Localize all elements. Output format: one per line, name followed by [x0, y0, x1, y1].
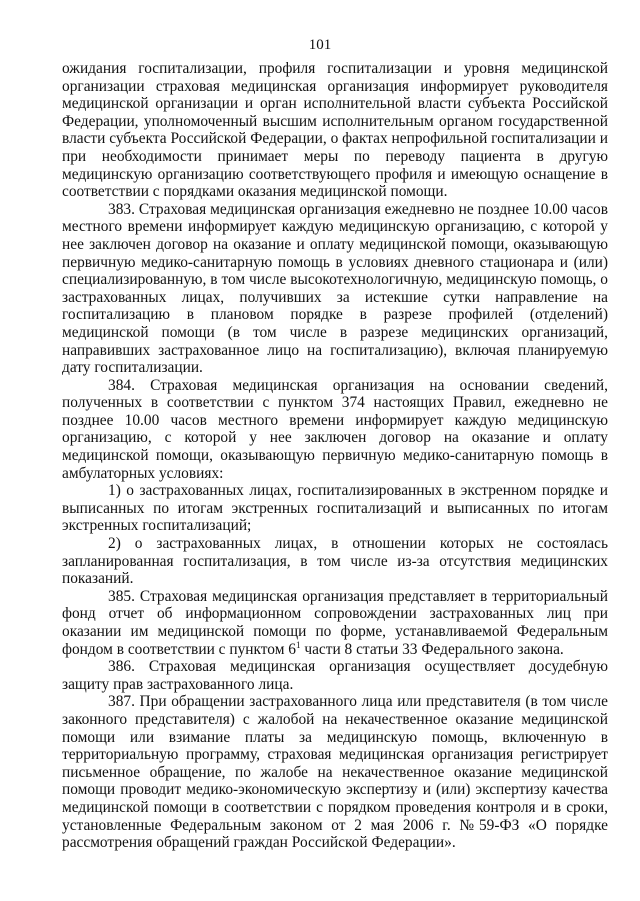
paragraph-continuation: ожидания госпитализации, профиля госпитализации и уровня медицинской организации страховая медицинская организация информирует руководителя медицинской организации и орган исполнительной власти субъекта Российской Федерации, уполномоченный высшим исполнительным органом государственной власти субъекта Российской Федерации, о фактах непрофильной госпитализации и при необходимости принимает меры по переводу пациента в другую медицинскую организацию соответствующего профиля и имеющую оснащение в соответствии с порядками оказания медицинской помощи.	[62, 60, 608, 201]
paragraph-386: 386. Страховая медицинская организация осуществляет досудебную защиту прав застрахованного лица.	[62, 658, 608, 693]
paragraph-385-text-after: части 8 статьи 33 Федерального закона.	[300, 640, 564, 658]
page-number: 101	[308, 37, 332, 53]
paragraph-385-superscript: 1	[295, 639, 301, 650]
paragraph-384-item-2: 2) о застрахованных лицах, в отношении которых не состоялась запланированная госпитализация, в том числе из-за отсутствия медицинских показаний.	[62, 535, 608, 588]
paragraph-384-item-1: 1) о застрахованных лицах, госпитализированных в экстренном порядке и выписанных по итогам экстренных госпитализаций и выписанных по итогам экстренных госпитализаций;	[62, 482, 608, 535]
paragraph-384: 384. Страховая медицинская организация на основании сведений, полученных в соответствии с пунктом 374 настоящих Правил, ежедневно не позднее 10.00 часов местного времени информирует каждую медицинскую организацию, с которой у нее заключен договор на оказание и оплату медицинской помощи, оказывающую первичную медико-санитарную помощь в амбулаторных условиях:	[62, 376, 608, 482]
document-body	[62, 60, 608, 852]
paragraph-385-text-before: 385. Страховая медицинская организация представляет в территориальный фонд отчет об информационном сопровождении застрахованных лиц при оказании им медицинской помощи по форме, устанавливаемой Федеральным фондом в соответствии с пунктом 6	[62, 587, 608, 658]
paragraph-385	[62, 588, 608, 658]
paragraph-383: 383. Страховая медицинская организация ежедневно не позднее 10.00 часов местного времени информирует каждую медицинскую организацию, с которой у нее заключен договор на оказание и оплату медицинской помощи, оказывающую первичную медико-санитарную помощь в условиях дневного стационара и (или) специализированную, в том числе высокотехнологичную, медицинскую помощь, о застрахованных лицах, получивших за истекшие сутки направление на госпитализацию в плановом порядке в разрезе профилей (отделений) медицинской помощи (в том числе в разрезе медицинских организаций, направивших застрахованное лицо на госпитализацию), включая планируемую дату госпитализации.	[62, 200, 608, 377]
paragraph-387: 387. При обращении застрахованного лица или представителя (в том числе законного представителя) с жалобой на некачественное оказание медицинской помощи или взимание платы за медицинскую помощь, включенную в территориальную программу, страховая медицинская организация регистрирует письменное обращение, по жалобе на некачественное оказание медицинской помощи проводит медико-экономическую экспертизу и (или) экспертизу качества медицинской помощи в соответствии с порядком проведения контроля и в сроки, установленные Федеральным законом от 2 мая 2006 г. №59-ФЗ «О порядке рассмотрения обращений граждан Российской Федерации».	[62, 693, 608, 852]
